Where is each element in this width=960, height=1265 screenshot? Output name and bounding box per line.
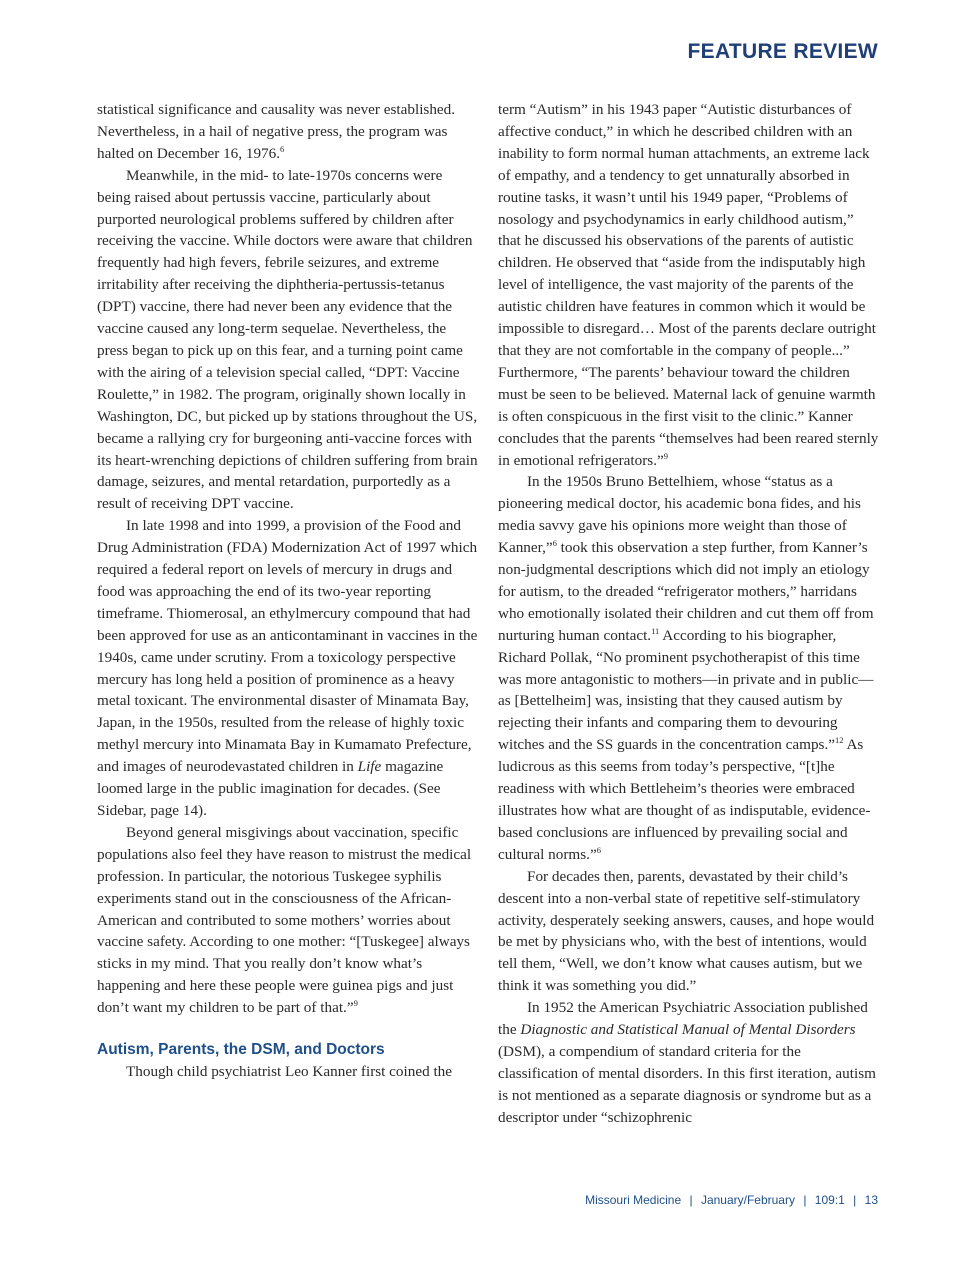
citation-ref: 9 (353, 998, 358, 1009)
paragraph: In the 1950s Bruno Bettelhiem, whose “status as a pioneering medical doctor, his academic bona fides, and his media savvy gave his opinions more weight than those of Kanner,”$^6$ took this observation a step further, from Kanner’s non-judgmental descriptions which did not imply an etiology for autism, to the dreaded “refrigerator mothers,” harridans who emotionally isolated their children and cut them off from nurturing human contact.$^{11}$ According to his biographer, Richard Pollak, “No prominent psychotherapist of this time was more antagonistic to mothers—in private and in public—as [Bettelheim] was, insisting that they caused autism by rejecting their infants and comparing them to devouring witches and the SS guards in the concentration camps.”$^{12}$ As ludicrous as this seems from today’s perspective, “[t]he readiness with which Bettleheim’s theories were embraced illustrates how what are thought of as indisputable, evidence-based conclusions are influenced by prevailing social and cultural norms.”$^6$ (498, 473, 874, 863)
journal-name: Missouri Medicine (585, 1193, 682, 1207)
paragraph: In late 1998 and into 1999, a provision of the Food and Drug Administration (FDA) Modernization Act of 1997 which required a federal report on levels of mercury in drugs and food was approaching the end of its two-year reporting timeframe. Thiomerosal, an ethylmercury compound that had been approved for use as an anticontaminant in vaccines in the 1940s, came under scrutiny. From a toxicology perspective mercury has long held a position of prominence as a heavy metal toxicant. The environmental disaster of Minamata Bay, Japan, in the 1950s, resulted from the release of highly toxic methyl mercury into Minamata Bay in Kumamato Prefecture, and images of neurodevastated children in Life magazine loomed large in the public imagination for decades. (See Sidebar, page 14). (97, 517, 478, 819)
paragraph: term “Autism” in his 1943 paper “Autistic disturbances of affective conduct,” in which he described children with an inability to form normal human attachments, an extreme lack of empathy, and a tendency to get unnaturally absorbed in routine tasks, it wasn’t until his 1949 paper, “Problems of nosology and psychodynamics in early childhood autism,” that he discussed his observations of the parents of autistic children. He observed that “aside from the indisputably high level of intelligence, the vast majority of the parents of the autistic children have features in common which it would be impossible to disregard… Most of the parents declare outright that they are not comfortable in the company of people...” Furthermore, “The parents’ behaviour toward the children must be seen to be believed. Maternal lack of genuine warmth is often conspicuous in the first visit to the clinic.” Kanner concludes that the parents “themselves had been reared sternly in emotional refrigerators.”$^9$ (498, 101, 879, 469)
paragraph: For decades then, parents, devastated by their child’s descent into a non-verbal state of repetitive self-stimulatory activity, desperately seeking answers, causes, and hope would be met by physicians who, with the best of intentions, would tell them, “Well, we don’t know what causes autism, but we think it was something you did.” (498, 867, 875, 995)
page-number: 13 (864, 1193, 878, 1207)
paragraph: statistical significance and causality was never established. Nevertheless, in a hail of negative press, the program was halted on December 16, 1976.$^6$ (97, 101, 456, 162)
citation-ref: 6 (596, 844, 601, 855)
citation-ref: 6 (280, 143, 285, 154)
citation-ref: 6 (552, 538, 557, 549)
right-column (498, 99, 880, 1129)
section-subheading: Autism, Parents, the DSM, and Doctors (97, 1041, 385, 1059)
citation-ref: 9 (663, 450, 668, 461)
paragraph: Meanwhile, in the mid- to late-1970s concerns were being raised about pertussis vaccine, particularly about purported neurological problems suffered by children after receiving the vaccine. While doctors were aware that children frequently had high fevers, febrile seizures, and extreme irritability after receiving the diphtheria-pertussis-tetanus (DPT) vaccine, there had never been any evidence that the vaccine caused any long-term sequelae. Nevertheless, the press began to pick up on this fear, and a turning point came with the airing of a television special called, “DPT: Vaccine Roulette,” in 1982. The program, originally shown locally in Washington, DC, but picked up by stations throughout the US, became a rallying cry for burgeoning anti-vaccine forces with its heart-wrenching depictions of children suffering from brain damage, seizures, and mental retardation, purportedly as a result of receiving DPT vaccine. (97, 166, 478, 513)
footer-separator: | (689, 1193, 693, 1207)
page-footer (585, 1193, 878, 1207)
issue-date: January/February (700, 1193, 795, 1207)
footer-separator: | (803, 1193, 807, 1207)
citation-ref: 11 (651, 625, 660, 636)
citation-ref: 12 (835, 735, 844, 746)
italic-title: Life (357, 758, 382, 776)
left-column (97, 99, 479, 1083)
paragraph: Beyond general misgivings about vaccination, specific populations also feel they have reason to mistrust the medical profession. In particular, the notorious Tuskegee syphilis experiments stand out in the consciousness of the African-American and contributed to some mothers’ worries about vaccine safety. According to one mother: “[Tuskegee] always sticks in my mind. That you really don’t know what’s happening and here these people were guinea pigs and just don’t want my children to be part of that.”$^9$ (97, 823, 472, 1017)
paragraph: In 1952 the American Psychiatric Association published the Diagnostic and Statistical Manual of Mental Disorders (DSM), a compendium of standard criteria for the classification of mental disorders. In this first iteration, autism is not mentioned as a separate diagnosis or syndrome but as a descriptor under “schizophrenic (498, 999, 876, 1126)
footer-separator: | (853, 1193, 857, 1207)
paragraph: Though child psychiatrist Leo Kanner first coined the (126, 1063, 453, 1081)
volume-number: 109:1 (814, 1193, 845, 1207)
section-header: FEATURE REVIEW (687, 40, 878, 63)
italic-title: Diagnostic and Statistical Manual of Mental Disorders (520, 1021, 856, 1039)
